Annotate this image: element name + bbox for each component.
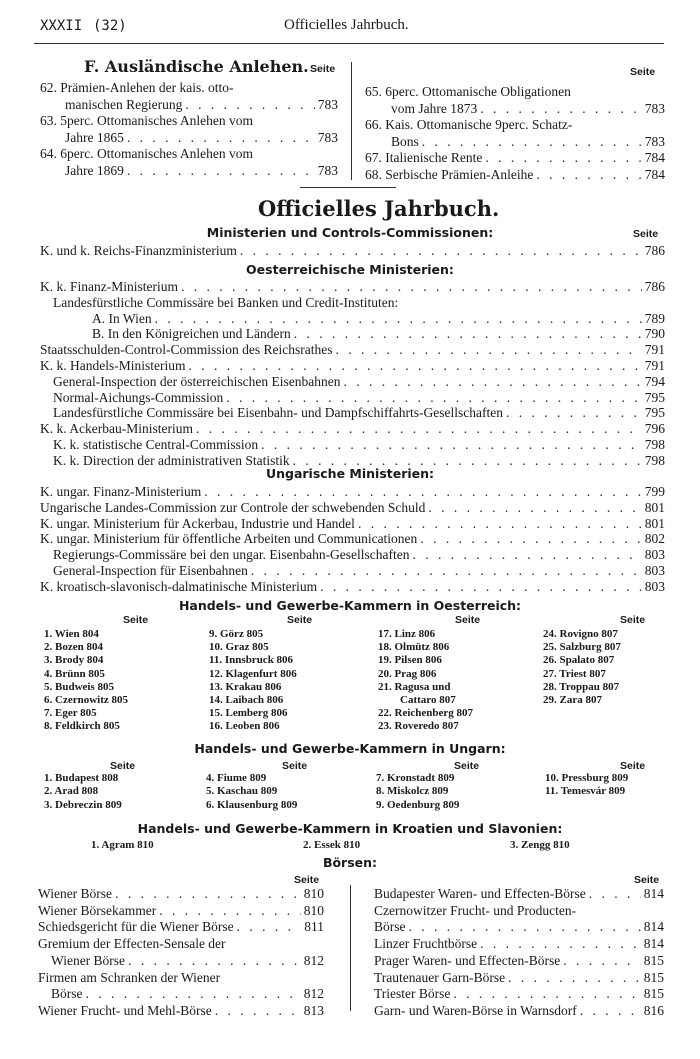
entry-line [38, 1003, 324, 1020]
chamber-item: 8. Miskolcz 809 [376, 785, 449, 798]
entry-label: Wiener Börsekammer [38, 902, 157, 918]
entry-line [374, 936, 664, 953]
entry-label: 68. Serbische Prämien-Anleihe [365, 167, 534, 182]
chamber-item: 23. Roveredo 807 [378, 720, 459, 733]
croatia-item-1: 1. Agram 810 [91, 839, 154, 851]
entry-label: Triester Börse [374, 986, 451, 1002]
dot-leader [480, 936, 641, 953]
chamber-item: 11. Innsbruck 806 [209, 654, 294, 667]
dot-leader [420, 531, 641, 547]
entry-line [38, 936, 324, 953]
entry-line [51, 953, 324, 970]
ministry-entry [40, 279, 665, 295]
entry-label: Prager Waren- und Effecten-Börse [374, 952, 561, 968]
ministry-page: 791 [644, 358, 665, 373]
chamber-item: 9. Görz 805 [209, 628, 264, 640]
exchanges-seite-right: Seite [634, 874, 660, 886]
dot-leader [536, 167, 641, 184]
dot-leader [86, 986, 301, 1003]
entry-line [38, 919, 324, 936]
entry-page: 783 [317, 163, 338, 178]
ministry-label: Landesfürstliche Commissäre bei Eisenbahn- und Dampfschiffahrts-Gesellschaften [53, 405, 503, 421]
ministry-page: 786 [644, 243, 665, 258]
ministry-label: K. k. statistische Central-Commission [53, 437, 259, 452]
chamber-item: 3. Debreczin 809 [44, 798, 122, 811]
entry-line [38, 886, 324, 903]
entry-page: 783 [317, 96, 338, 112]
entry-label: Bons [391, 133, 419, 149]
chamber-item: 14. Laibach 806 [209, 694, 284, 706]
dot-leader [159, 903, 300, 920]
hungarian-ministries-title: Ungarische Ministerien: [265, 466, 435, 481]
ministry-entry [40, 243, 665, 259]
entry-line [365, 150, 665, 167]
dot-leader [508, 970, 641, 987]
chamber-item: 19. Pilsen 806 [378, 654, 442, 667]
chamber-item: 16. Leoben 806 [209, 720, 280, 733]
croatia-chambers-title: Handels- und Gewerbe-Kammern in Kroatien und Slavonien: [137, 821, 563, 836]
entry-page: 812 [303, 952, 324, 968]
chamber-item: 18. Olmütz 806 [378, 641, 450, 654]
ministry-entry [40, 484, 665, 500]
dot-leader [196, 421, 642, 437]
main-title: Officielles Jahrbuch. [258, 196, 500, 221]
dot-leader [453, 986, 640, 1003]
entry-page: 815 [643, 986, 664, 1002]
chamber-item: 26. Spalato 807 [543, 654, 615, 667]
ministries-title: Ministerien und Controls-Commissionen: [206, 225, 494, 240]
chamber-item: 21. Ragusa und [378, 680, 451, 693]
croatia-item-2: 2. Essek 810 [303, 839, 361, 851]
exchanges-divider [350, 885, 351, 1011]
entry-line [38, 970, 324, 987]
entry-line [65, 163, 338, 180]
ministry-page: 795 [644, 389, 665, 405]
entry-label: Firmen am Schranken der Wiener [38, 969, 221, 985]
chamber-item: 4. Brünn 805 [44, 667, 105, 680]
entry-line [51, 986, 324, 1003]
entry-page: 814 [643, 886, 664, 901]
dot-leader [344, 374, 642, 390]
entry-line [374, 970, 664, 987]
entry-line [365, 117, 665, 134]
chamber-seite: Seite [287, 614, 313, 626]
entry-label: 62. Prämien-Anlehen der kais. otto- [40, 80, 234, 95]
dot-leader [580, 1003, 641, 1020]
ministry-label: General-Inspection der österreichischen Eisenbahnen [53, 373, 341, 389]
chamber-item: 10. Pressburg 809 [545, 772, 629, 784]
ministry-page: 786 [644, 279, 665, 294]
entry-label: Gremium der Effecten-Sensale der [38, 936, 226, 952]
ministry-label: A. In Wien [92, 310, 152, 326]
entry-label: Börse [374, 919, 406, 935]
dot-leader [358, 516, 642, 532]
ministry-page: 790 [644, 326, 665, 342]
ministry-entry [53, 405, 665, 421]
entry-label: Wiener Frucht- und Mehl-Börse [38, 1002, 212, 1018]
chamber-item: 5. Kaschau 809 [206, 785, 278, 798]
ministry-page: 801 [644, 499, 665, 515]
chamber-item: 11. Temesvár 809 [545, 785, 626, 798]
entry-line [391, 134, 665, 151]
dot-leader [237, 919, 302, 936]
chamber-item: 5. Budweis 805 [44, 680, 114, 693]
entry-line [374, 1003, 664, 1020]
entry-page: 812 [303, 986, 324, 1002]
ministry-page: 803 [644, 578, 665, 594]
chamber-item: 12. Klagenfurt 806 [209, 667, 297, 680]
section-rule [300, 187, 396, 188]
chamber-item: 15. Lemberg 806 [209, 707, 288, 720]
dot-leader [215, 1003, 301, 1020]
entry-label: Czernowitzer Frucht- und Producten- [374, 902, 577, 918]
entry-line [365, 84, 665, 101]
ministry-label: K. und k. Reichs-Finanzministerium [40, 243, 237, 258]
ministry-label: General-Inspection für Eisenbahnen [53, 563, 248, 578]
header-roman: XXXII [40, 18, 83, 34]
ministry-label: Normal-Aichungs-Commission [53, 389, 224, 405]
ministry-page: 798 [644, 437, 665, 452]
dot-leader [115, 886, 301, 903]
dot-leader [127, 130, 315, 147]
ministry-label: K. kroatisch-slavonisch-dalmatinische Ministerium [40, 578, 318, 594]
ministry-label: Ungarische Landes-Commission zur Controle der schwebenden Schuld [40, 499, 426, 515]
dot-leader [589, 886, 641, 903]
chamber-item: 24. Rovigno 807 [543, 628, 618, 640]
entry-label: vom Jahre 1873 [391, 100, 478, 116]
entry-line [374, 986, 664, 1003]
ministry-entry [40, 500, 665, 516]
dot-leader [188, 358, 641, 374]
header-page: (32) [93, 18, 127, 34]
ministry-label: K. ungar. Ministerium für Ackerbau, Industrie und Handel [40, 515, 355, 531]
entry-page: 784 [644, 150, 665, 166]
ministry-label: Regierungs-Commissäre bei den ungar. Eisenbahn-Gesellschaften [53, 547, 410, 563]
ministry-label: Landesfürstliche Commissäre bei Banken und Credit-Instituten: [53, 294, 399, 310]
dot-leader [409, 919, 641, 936]
entry-line [65, 97, 338, 114]
entry-label: Jahre 1869 [65, 163, 124, 178]
ministry-entry [92, 326, 665, 342]
chamber-seite: Seite [620, 614, 646, 626]
ministry-page: 794 [644, 373, 665, 389]
chamber-item: 7. Kronstadt 809 [376, 772, 455, 784]
dot-leader [422, 134, 642, 151]
ministry-page: 803 [644, 563, 665, 578]
entry-page: 811 [304, 919, 324, 935]
ministry-page: 791 [644, 342, 665, 358]
ministry-label: K. k. Ackerbau-Ministerium [40, 421, 193, 437]
ministry-label: B. In den Königreichen und Ländern [92, 326, 291, 342]
ministry-page: 801 [644, 515, 665, 531]
dot-leader [320, 579, 642, 595]
dot-leader [413, 547, 642, 563]
ministry-entry [53, 390, 665, 406]
entry-page: 813 [303, 1002, 324, 1018]
entry-label: Linzer Fruchtbörse [374, 936, 478, 952]
chamber-item: 27. Triest 807 [543, 667, 606, 680]
entry-label: Jahre 1865 [65, 129, 124, 145]
chamber-item: 1. Budapest 808 [44, 772, 119, 784]
chamber-item: 2. Bozen 804 [44, 641, 103, 654]
chamber-item: 10. Graz 805 [209, 641, 269, 654]
entry-label: Garn- und Waren-Börse in Warnsdorf [374, 1002, 577, 1018]
entry-page: 815 [643, 952, 664, 968]
chamber-seite: Seite [123, 614, 149, 626]
dot-leader [128, 953, 301, 970]
chamber-item: 7. Eger 805 [44, 707, 97, 720]
entry-label: Wiener Börse [38, 886, 113, 901]
entry-page: 816 [643, 1002, 664, 1018]
ministry-page: 802 [644, 531, 665, 547]
ministry-label: K. ungar. Ministerium für öffentliche Arbeiten und Communicationen [40, 531, 418, 547]
entry-line [40, 80, 338, 97]
ministry-page: 798 [644, 452, 665, 468]
dot-leader [185, 97, 314, 114]
entry-line [40, 113, 338, 130]
entry-line [65, 130, 338, 147]
dot-leader [294, 326, 642, 342]
ministry-entry [53, 563, 665, 579]
entry-label: Schiedsgericht für die Wiener Börse [38, 919, 234, 935]
chamber-seite: Seite [620, 760, 646, 772]
entry-page: 810 [303, 902, 324, 918]
foreign-loans-heading: F. Ausländische Anlehen. [84, 57, 309, 76]
exchanges-seite-left: Seite [294, 874, 320, 886]
dot-leader [506, 405, 642, 421]
ministry-entry [40, 531, 665, 547]
entry-label: manischen Regierung [65, 96, 183, 112]
ministry-entry [40, 579, 665, 595]
ministry-page: 803 [644, 547, 665, 563]
entry-page: 814 [643, 936, 664, 952]
foreign-loans-seite-right: Seite [630, 66, 656, 78]
chamber-item: 25. Salzburg 807 [543, 641, 621, 654]
entry-label: Börse [51, 986, 83, 1002]
entry-label: 63. 5perc. Ottomanisches Anlehen vom [40, 113, 253, 129]
dot-leader [485, 150, 641, 167]
dot-leader [335, 342, 641, 358]
entry-label: Wiener Börse [51, 952, 126, 968]
ministry-entry [53, 295, 665, 311]
ministry-label: K. ungar. Finanz-Ministerium [40, 484, 202, 499]
entry-label: Trautenauer Garn-Börse [374, 969, 506, 985]
dot-leader [127, 163, 315, 180]
dot-leader [428, 500, 641, 516]
chamber-item: 22. Reichenberg 807 [378, 707, 474, 720]
entry-page: 784 [644, 167, 665, 182]
ministry-label: Staatsschulden-Control-Commission des Reichsrathes [40, 342, 333, 358]
hungary-chambers-title: Handels- und Gewerbe-Kammern in Ungarn: [194, 741, 506, 756]
ministry-entry [53, 374, 665, 390]
chamber-item: 2. Arad 808 [44, 785, 99, 798]
chamber-item: 6. Czernowitz 805 [44, 694, 129, 706]
ministry-entry [53, 437, 665, 453]
dot-leader [480, 101, 642, 118]
ministry-entry [40, 358, 665, 374]
ministry-page: 796 [644, 421, 665, 437]
entry-page: 810 [303, 886, 324, 901]
chamber-item: 29. Zara 807 [543, 694, 602, 706]
dot-leader [563, 953, 641, 970]
foreign-loans-divider [351, 62, 352, 180]
ministry-entry [92, 311, 665, 327]
entry-label: 64. 6perc. Ottomanisches Anlehen vom [40, 146, 253, 162]
chamber-seite: Seite [454, 760, 480, 772]
entry-label: Budapester Waren- und Effecten-Börse [374, 886, 586, 901]
ministry-page: 795 [644, 405, 665, 421]
entry-line [374, 953, 664, 970]
chamber-item: 20. Prag 806 [378, 667, 437, 680]
entry-page: 783 [644, 100, 665, 116]
chamber-item: 8. Feldkirch 805 [44, 720, 120, 733]
entry-line [374, 903, 664, 920]
ministry-entry [40, 342, 665, 358]
dot-leader [251, 563, 642, 579]
header-title: Officielles Jahrbuch. [284, 17, 409, 33]
ministry-entry [40, 516, 665, 532]
chamber-item: 9. Oedenburg 809 [376, 798, 460, 811]
ministry-label: K. k. Direction der administrativen Statistik [53, 452, 290, 468]
chamber-seite: Seite [282, 760, 308, 772]
entry-line [391, 101, 665, 118]
dot-leader [226, 390, 642, 406]
dot-leader [261, 437, 642, 453]
entry-line [374, 919, 664, 936]
entry-label: 65. 6perc. Ottomanische Obligationen [365, 84, 571, 99]
chamber-item: 17. Linz 806 [378, 628, 436, 640]
ministry-entry [53, 547, 665, 563]
ministry-entry [40, 421, 665, 437]
chamber-item: Cattaro 807 [400, 694, 456, 706]
chamber-item: 1. Wien 804 [44, 628, 99, 640]
ministry-label: K. k. Handels-Ministerium [40, 358, 186, 373]
entry-line [38, 903, 324, 920]
chamber-item: 28. Troppau 807 [543, 680, 620, 693]
entry-page: 783 [644, 133, 665, 149]
entry-page: 815 [643, 969, 664, 985]
austria-chambers-title: Handels- und Gewerbe-Kammern in Oesterreich: [178, 598, 522, 613]
dot-leader [240, 243, 642, 259]
dot-leader [155, 311, 642, 327]
chamber-seite: Seite [110, 760, 136, 772]
entry-line [365, 167, 665, 184]
chamber-item: 6. Klausenburg 809 [206, 798, 298, 811]
croatia-item-3: 3. Zengg 810 [510, 839, 570, 851]
chamber-item: 13. Krakau 806 [209, 680, 282, 693]
ministry-page: 799 [644, 484, 665, 499]
chamber-seite: Seite [455, 614, 481, 626]
ministry-label: K. k. Finanz-Ministerium [40, 279, 178, 294]
entry-line [40, 146, 338, 163]
entry-page: 783 [317, 129, 338, 145]
exchanges-title: Börsen: [322, 855, 378, 870]
ministries-seite: Seite [633, 228, 659, 240]
entry-line [374, 886, 664, 903]
entry-label: 67. Italienische Rente [365, 150, 483, 166]
entry-label: 66. Kais. Ottomanische 9perc. Schatz- [365, 117, 573, 133]
dot-leader [204, 484, 642, 500]
chamber-item: 3. Brody 804 [44, 654, 104, 667]
foreign-loans-seite-left: Seite [310, 63, 336, 75]
entry-page: 814 [643, 919, 664, 935]
ministry-page: 789 [644, 310, 665, 326]
header-rule [34, 43, 664, 44]
dot-leader [181, 279, 642, 295]
austrian-ministries-title: Oesterreichische Ministerien: [246, 262, 454, 277]
chamber-item: 4. Fiume 809 [206, 772, 267, 784]
